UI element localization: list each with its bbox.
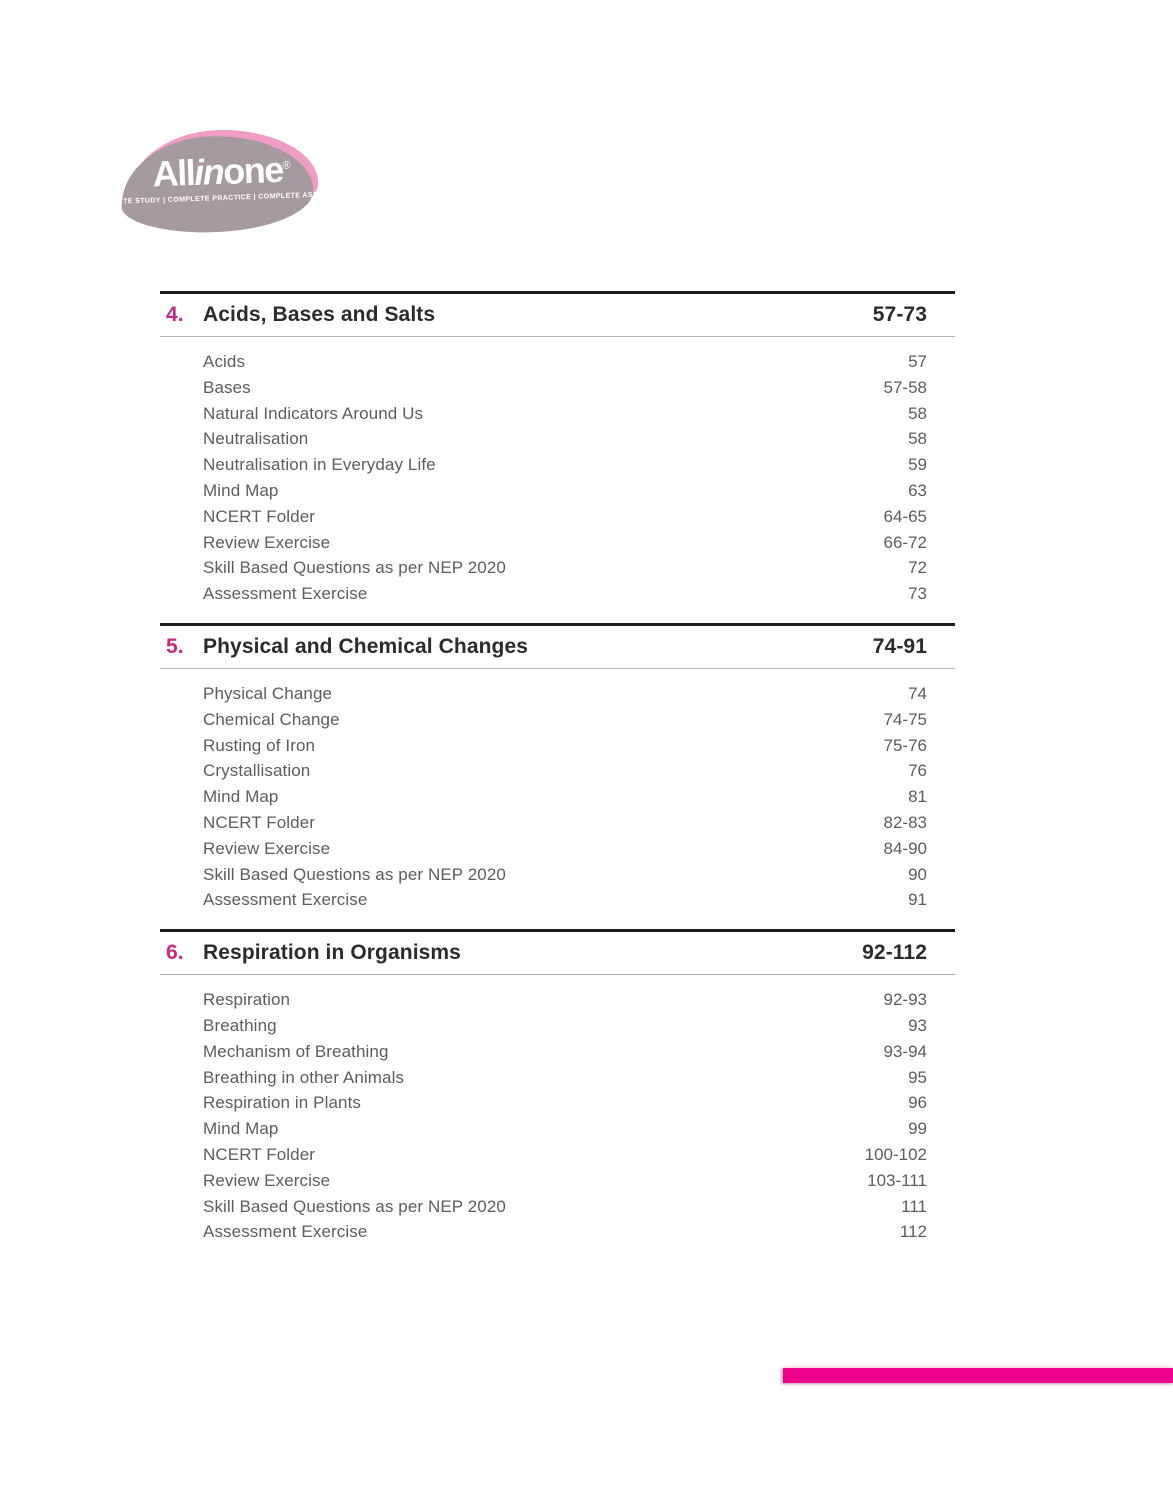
chapter-items-list [160, 337, 955, 623]
logo-brand-text [152, 148, 291, 195]
chapter-header [160, 623, 955, 669]
toc-item-pages: 92-93 [883, 990, 927, 1010]
toc-item-pages: 100-102 [864, 1144, 927, 1164]
toc-item-pages: 57 [908, 352, 927, 371]
toc-item [203, 862, 927, 888]
logo-blob [90, 127, 355, 230]
toc-item-label: Acids [203, 352, 246, 371]
bottom-accent-bar [783, 1368, 1173, 1383]
toc-item [203, 733, 927, 759]
toc-item-label: Natural Indicators Around Us [203, 403, 424, 423]
toc-item-label: Chemical Change [203, 709, 340, 729]
toc-item [203, 707, 927, 733]
toc-item [203, 452, 927, 478]
toc-item [203, 401, 927, 427]
toc-item-label: NCERT Folder [203, 812, 316, 832]
toc-item-pages: 76 [908, 761, 927, 781]
toc-item-pages: 63 [908, 480, 927, 500]
chapter-header [160, 929, 955, 975]
toc-item [203, 810, 927, 836]
toc-item-label: Review Exercise [203, 1170, 331, 1190]
toc-item [203, 681, 927, 707]
toc-item-label: Mind Map [203, 1119, 279, 1139]
toc-item [203, 1065, 927, 1091]
toc-item-label: NCERT Folder [203, 506, 316, 526]
toc-item-pages: 112 [899, 1222, 927, 1242]
toc-item-pages: 74-75 [883, 709, 927, 729]
toc-item-label: Assessment Exercise [203, 584, 368, 604]
toc-item-label: Assessment Exercise [203, 890, 368, 910]
chapter-page-range: 92-112 [862, 941, 927, 965]
toc-item-pages: 111 [901, 1196, 927, 1216]
toc-item [203, 836, 927, 862]
toc-item-pages: 84-90 [883, 838, 927, 858]
toc-item-label: Rusting of Iron [203, 735, 316, 755]
toc-item-pages: 58 [908, 429, 927, 449]
toc-item-label: Review Exercise [203, 838, 331, 858]
toc-item-pages: 58 [908, 403, 927, 423]
toc-item [203, 349, 927, 375]
toc-item-pages: 64-65 [883, 506, 927, 526]
toc-item [203, 1039, 927, 1065]
toc-item [203, 426, 927, 452]
toc-item [203, 1116, 927, 1142]
toc-item [203, 887, 927, 913]
toc-item-label: Skill Based Questions as per NEP 2020 [203, 558, 506, 578]
logo-brand-one: one [222, 148, 284, 192]
chapter-section [160, 623, 955, 929]
toc-item-pages: 93-94 [883, 1041, 927, 1061]
toc-item [203, 1142, 927, 1168]
toc-item-label: NCERT Folder [203, 1144, 316, 1164]
toc-item [203, 987, 927, 1013]
toc-item-pages: 59 [908, 455, 927, 475]
chapter-number: 6. [166, 941, 184, 965]
toc-item-label: Respiration [203, 990, 291, 1010]
toc-item [203, 555, 927, 581]
chapter-section [160, 291, 955, 623]
toc-item-label: Mind Map [203, 480, 279, 500]
chapter-title: Respiration in Organisms [203, 941, 461, 965]
toc-item [203, 1168, 927, 1194]
allinone-logo [90, 130, 355, 226]
chapter-page-range: 74-91 [872, 634, 927, 658]
toc-item [203, 478, 927, 504]
toc-item-pages: 96 [908, 1093, 927, 1113]
toc-item-label: Physical Change [203, 683, 333, 703]
toc-item [203, 530, 927, 556]
toc-item-pages: 75-76 [883, 735, 927, 755]
chapter-number: 4. [166, 303, 184, 326]
toc-item-pages: 74 [908, 683, 927, 703]
table-of-contents [160, 291, 955, 1261]
chapter-title: Physical and Chemical Changes [203, 634, 529, 658]
toc-item [203, 758, 927, 784]
toc-item-pages: 91 [908, 890, 927, 910]
toc-item [203, 581, 927, 607]
toc-item-label: Bases [203, 377, 251, 397]
toc-item-label: Mechanism of Breathing [203, 1041, 389, 1061]
toc-item-label: Assessment Exercise [203, 1222, 368, 1242]
toc-item-pages: 66-72 [883, 532, 927, 552]
toc-item-pages: 93 [908, 1015, 927, 1035]
toc-item-pages: 73 [908, 584, 927, 604]
toc-item-label: Neutralisation [203, 429, 309, 449]
toc-item-pages: 95 [908, 1067, 927, 1087]
chapter-items-list [160, 975, 955, 1261]
chapter-page-range: 57-73 [872, 303, 927, 326]
logo-brand-in: in [193, 150, 224, 193]
toc-item-label: Review Exercise [203, 532, 331, 552]
toc-item-pages: 99 [908, 1119, 927, 1139]
chapter-section [160, 929, 955, 1261]
toc-item [203, 375, 927, 401]
toc-item-label: Skill Based Questions as per NEP 2020 [203, 1196, 506, 1216]
toc-item-pages: 82-83 [883, 812, 927, 832]
toc-item [203, 1090, 927, 1116]
toc-item-label: Skill Based Questions as per NEP 2020 [203, 864, 506, 884]
toc-item [203, 1194, 927, 1220]
logo-brand-all: All [152, 151, 195, 195]
toc-item [203, 784, 927, 810]
chapter-number: 5. [166, 634, 184, 658]
toc-item-pages: 57-58 [883, 377, 927, 397]
toc-item-label: Breathing [203, 1015, 277, 1035]
toc-item-pages: 81 [908, 787, 927, 807]
toc-item-pages: 103-111 [867, 1170, 927, 1190]
toc-item [203, 504, 927, 530]
toc-item-label: Breathing in other Animals [203, 1067, 405, 1087]
logo-tagline: COMPLETE STUDY | COMPLETE PRACTICE | COMPLETE ASSESSMENT [90, 190, 355, 207]
toc-item-label: Neutralisation in Everyday Life [203, 455, 436, 475]
toc-item [203, 1219, 927, 1245]
toc-item-label: Crystallisation [203, 761, 311, 781]
chapter-title: Acids, Bases and Salts [203, 303, 436, 326]
chapter-items-list [160, 669, 955, 929]
toc-item-pages: 72 [908, 558, 927, 578]
chapter-header [160, 291, 955, 337]
toc-item-label: Mind Map [203, 787, 279, 807]
toc-item [203, 1013, 927, 1039]
registered-mark: ® [282, 159, 291, 172]
toc-item-label: Respiration in Plants [203, 1093, 362, 1113]
toc-item-pages: 90 [908, 864, 927, 884]
